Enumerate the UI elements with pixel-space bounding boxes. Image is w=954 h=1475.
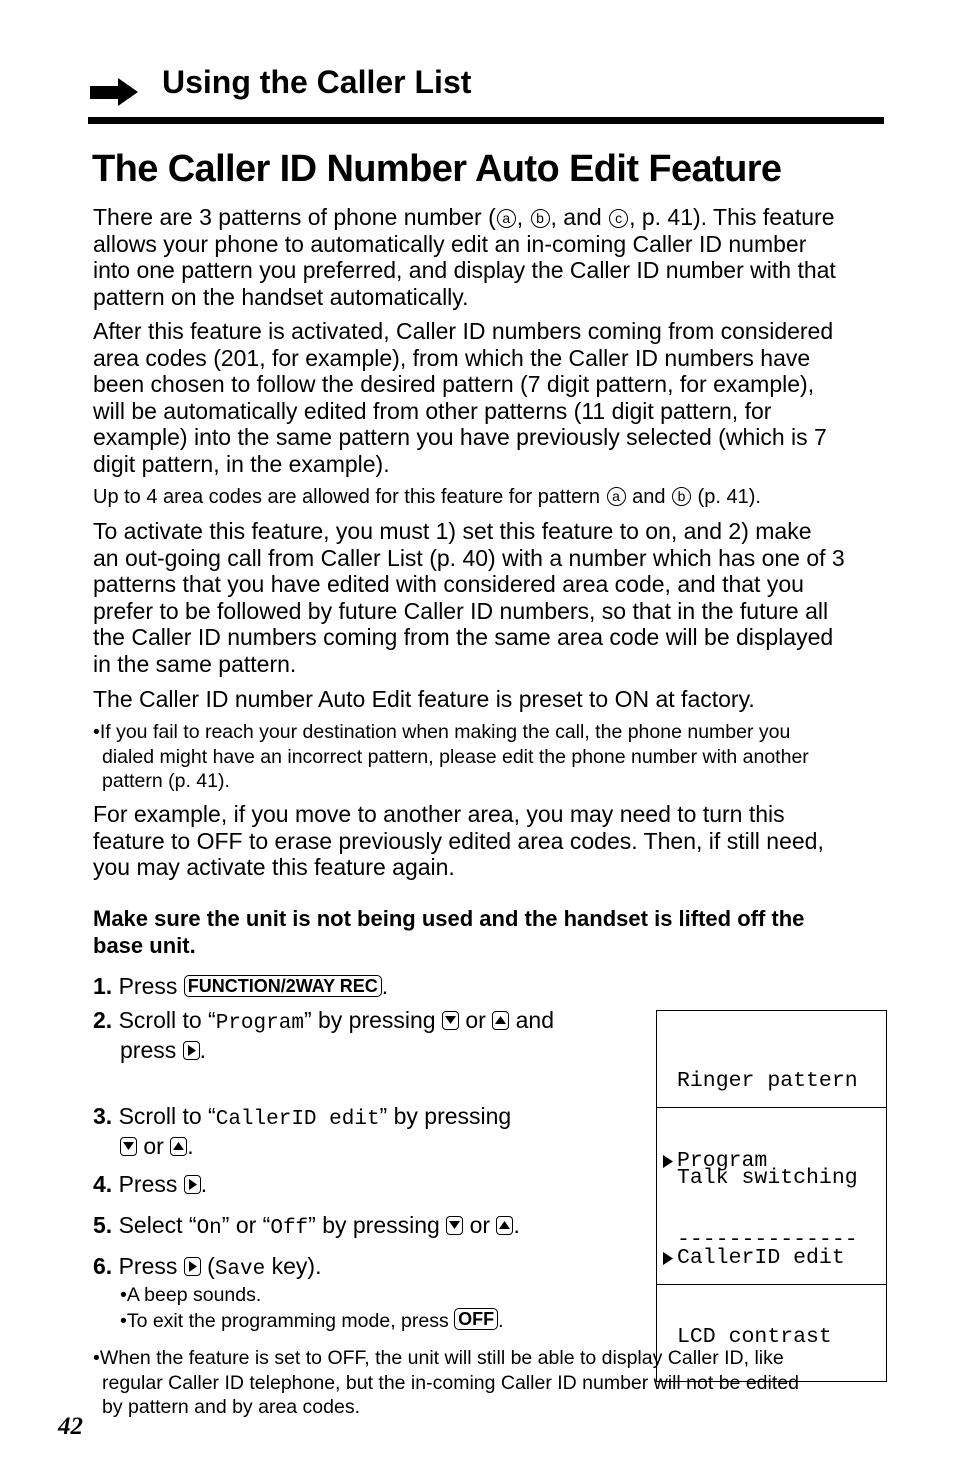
step-2 (93, 1007, 554, 1064)
menu-item-name: CallerID edit (215, 1108, 380, 1131)
preset-paragraph: The Caller ID number Auto Edit feature is preset to ON at factory. (93, 686, 755, 712)
down-key-icon (120, 1137, 137, 1156)
right-key-icon (184, 1175, 201, 1194)
text-line: you may activate this feature again. (93, 854, 455, 880)
step-3 (93, 1103, 511, 1160)
beep-note: •A beep sounds. (120, 1284, 262, 1306)
text-line: pattern on the handset automatically. (93, 283, 469, 310)
menu-item-name: Program (215, 1012, 304, 1035)
option-off: Off (270, 1217, 309, 1240)
lcd-row: -------------- (677, 1228, 858, 1252)
intro-paragraph (93, 204, 893, 310)
text-span: and (509, 1007, 554, 1033)
text-span: . (199, 1037, 207, 1063)
lcd-row: Ringer pattern (677, 1069, 858, 1093)
text-line: regular Caller ID telephone, but the in-coming Caller ID number will not be edited (102, 1371, 799, 1394)
text-line: area codes (201, for example), from which the Caller ID numbers have (93, 344, 811, 371)
text-line: base unit. (93, 932, 196, 958)
text-line: To activate this feature, you must 1) set this feature to on, and 2) make (93, 518, 812, 544)
text-span: ” by pressing (308, 1212, 447, 1238)
step-6-notes (120, 1282, 504, 1334)
text-span: or (459, 1007, 493, 1033)
option-on: On (196, 1217, 222, 1240)
failure-note (93, 720, 893, 794)
page-number: 42 (58, 1413, 83, 1440)
text-span: Scroll to “ (118, 1103, 216, 1129)
lcd-row: LCD contrast (677, 1325, 832, 1349)
text-line: allows your phone to automatically edit an in-coming Caller ID number (93, 230, 807, 257)
text-span: or (137, 1133, 171, 1159)
text-span: , (516, 204, 530, 230)
text-line: pattern (p. 41). (102, 770, 230, 792)
pattern-b-badge: b (672, 487, 691, 506)
exit-note (120, 1308, 504, 1334)
text-span: . (200, 1171, 208, 1197)
text-line: For example, if you move to another area, you may need to turn this (93, 801, 785, 827)
up-key-icon (496, 1216, 513, 1235)
off-key: OFF (454, 1308, 498, 1330)
step-number: 4. (93, 1171, 113, 1197)
lcd-display-callerid-edit (656, 1107, 887, 1382)
text-line: Make sure the unit is not being used and the handset is lifted off the (93, 906, 805, 931)
pattern-c-badge: c (609, 209, 628, 228)
off-mode-note (93, 1346, 893, 1420)
text-span: Press (118, 973, 184, 999)
text-line: an out-going call from Caller List (p. 40) with a number which has one of 3 (93, 544, 845, 571)
text-span: . (381, 973, 389, 999)
lcd-text: CallerID edit (677, 1245, 845, 1270)
text-line: will be automatically edited from other patterns (11 digit pattern, for (93, 397, 772, 424)
save-key-label: Save (214, 1258, 266, 1281)
function-2way-rec-key: FUNCTION/2WAY REC (184, 975, 382, 997)
text-span: . (187, 1133, 194, 1159)
section-arrow-icon (90, 78, 138, 106)
pattern-a-badge: a (497, 209, 516, 228)
text-line: by pattern and by area codes. (102, 1396, 361, 1418)
pattern-b-badge: b (531, 209, 550, 228)
precondition-instruction (93, 906, 893, 959)
text-line: the Caller ID numbers coming from the same area code will be displayed (93, 624, 834, 650)
text-span: . (513, 1212, 520, 1238)
step-number: 6. (93, 1253, 113, 1279)
step-number: 2. (93, 1007, 113, 1033)
up-key-icon (492, 1011, 509, 1030)
text-span: , and (550, 204, 609, 230)
text-span: key). (265, 1253, 322, 1279)
text-span: Scroll to “ (118, 1007, 216, 1033)
text-span: and (626, 486, 671, 508)
text-span: ( (200, 1253, 215, 1279)
text-span: or (463, 1212, 497, 1238)
cursor-arrow-icon (663, 1252, 673, 1265)
step-number: 5. (93, 1212, 113, 1238)
text-span: Press (118, 1171, 184, 1197)
step-number: 1. (93, 973, 113, 999)
text-line: been chosen to follow the desired pattern (7 digit pattern, for example), (93, 371, 815, 397)
text-line: After this feature is activated, Caller ID numbers coming from considered (93, 318, 834, 344)
activation-paragraph (93, 318, 893, 477)
step-4 (93, 1171, 207, 1198)
page-title: The Caller ID Number Auto Edit Feature (92, 148, 782, 190)
header-rule (88, 117, 884, 124)
text-line: •If you fail to reach your destination when making the call, the phone number you (93, 721, 791, 743)
text-span: Up to 4 area codes are allowed for this feature for pattern (93, 486, 606, 508)
lcd-text: Program (677, 1148, 768, 1173)
step-5 (93, 1212, 520, 1242)
text-span: . (498, 1310, 504, 1332)
how-to-activate-paragraph (93, 518, 893, 677)
section-title: Using the Caller List (162, 64, 472, 100)
lcd-row-selected (661, 1245, 886, 1272)
text-span: Select “ (118, 1212, 197, 1238)
text-line: example) into the same pattern you have previously selected (which is 7 (93, 424, 827, 450)
text-span: press (120, 1037, 183, 1063)
down-key-icon (446, 1216, 463, 1235)
text-line: prefer to be followed by future Caller ID numbers, so that in the future all (93, 597, 829, 624)
text-line: into one pattern you preferred, and display the Caller ID number with that (93, 257, 836, 283)
text-line: dialed might have an incorrect pattern, please edit the phone number with another (102, 745, 809, 768)
step-number: 3. (93, 1103, 113, 1129)
right-key-icon (184, 1257, 201, 1276)
pattern-a-badge: a (607, 487, 626, 506)
area-code-limit-note (93, 485, 893, 509)
text-line: •When the feature is set to OFF, the unit will still be able to display Caller ID, like (93, 1347, 784, 1369)
text-line: in the same pattern. (93, 650, 297, 677)
text-span: (p. 41). (692, 486, 761, 508)
step-6 (93, 1253, 321, 1283)
example-paragraph (93, 801, 893, 881)
text-span: •To exit the programming mode, press (120, 1310, 455, 1332)
text-line: digit pattern, in the example). (93, 450, 390, 477)
right-key-icon (183, 1041, 200, 1060)
text-line: feature to OFF to erase previously edited area codes. Then, if still need, (93, 827, 824, 854)
down-key-icon (442, 1011, 459, 1030)
up-key-icon (170, 1137, 187, 1156)
step-1 (93, 973, 388, 1000)
lcd-row: Talk switching (677, 1166, 858, 1190)
text-span: Press (118, 1253, 184, 1279)
text-span: ” or “ (221, 1212, 271, 1238)
text-span: , p. 41). This feature (629, 204, 835, 230)
text-span: ” by pressing (303, 1007, 442, 1033)
text-line: patterns that you have edited with considered area code, and that you (93, 571, 804, 597)
text-span: There are 3 patterns of phone number ( (93, 204, 496, 230)
text-span: ” by pressing (379, 1103, 512, 1129)
